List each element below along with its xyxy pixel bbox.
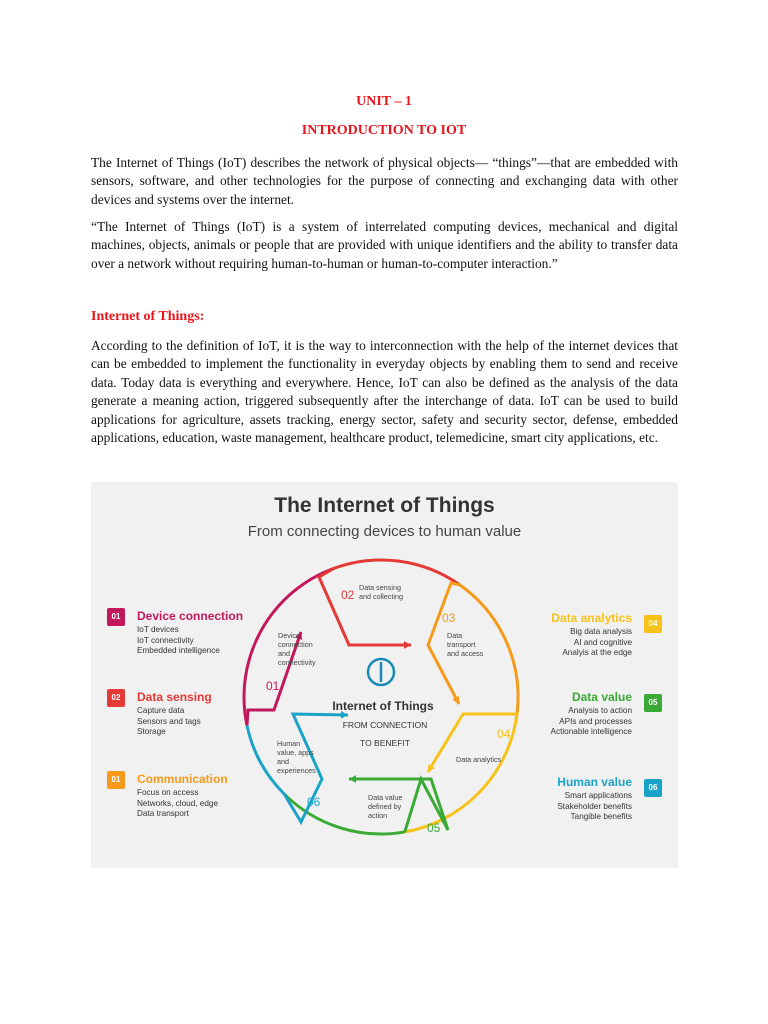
segment-02-arrow	[319, 568, 411, 645]
section-paragraph: According to the definition of IoT, it is the way to interconnection with the help of the internet devices that can be embedded to implement the functionality in everyday objects by enabling them to send and receive data. Today data is everything and everywhere. Hence, IoT can also be defined as the analysis of the data generate a meaning action, triggered subsequently after the interchange of data. IoT can be used to build applications for agriculture, assets tracking, energy sector, safety and security sector, defense, embedded applications, education, waste management, healthcare product, telemedicine, smart city applications, etc.	[91, 338, 678, 446]
legend-badge: 01	[107, 771, 125, 789]
legend-line: Big data analysis	[570, 627, 632, 636]
segment-02-label-line: Data sensing	[359, 583, 401, 592]
segment-04-label-line: Data analytics	[456, 755, 502, 764]
segment-06-label-line: value, apps	[277, 748, 314, 757]
segment-03-label-line: Data	[447, 631, 463, 640]
segment-03-number: 03	[442, 611, 456, 625]
intro-paragraph: The Internet of Things (IoT) describes the network of physical objects— “things”—that are embedded with sensors, software, and other technologies for the purpose of connecting and exchanging data with other devices and systems over the internet.	[91, 155, 678, 207]
legend-title: Human value	[557, 775, 632, 789]
segment-01-label-line: connection	[278, 640, 313, 649]
segment-02-label-line: and collecting	[359, 592, 403, 601]
legend-line: IoT connectivity	[137, 635, 194, 645]
legend-badge: 01	[107, 608, 125, 626]
legend-line: APIs and processes	[559, 716, 632, 726]
legend-line: Analysis to action	[568, 706, 632, 715]
legend-line: Actionable intelligence	[550, 727, 632, 737]
center-line-2: TO BENEFIT	[360, 738, 410, 748]
legend-title: Data value	[571, 690, 632, 704]
legend-badge: 04	[644, 615, 662, 633]
legend-badge: 06	[644, 779, 662, 797]
legend-title: Data analytics	[551, 611, 632, 625]
legend-line: Capture data	[137, 706, 185, 715]
segment-03-label-line: and access	[447, 649, 484, 658]
legend-line: Tangible benefits	[570, 812, 632, 822]
segment-02-arc	[334, 560, 459, 585]
segment-02-arrowhead-icon	[404, 641, 411, 649]
section-heading: Internet of Things:	[91, 309, 205, 324]
legend-data-analytics	[551, 611, 662, 659]
legend-line: Smart applications	[564, 791, 632, 800]
iot-infographic	[91, 482, 678, 868]
legend-title: Communication	[137, 772, 228, 786]
legend-line: AI and cognitive	[573, 637, 632, 647]
legend-device-connection	[107, 609, 243, 657]
legend-communication	[107, 772, 228, 820]
center-line-1: FROM CONNECTION	[342, 720, 428, 730]
segment-05-number: 05	[427, 821, 441, 835]
legend-human-value	[557, 775, 662, 823]
legend-line: Sensors and tags	[137, 716, 201, 726]
segment-05-label-line: defined by	[368, 802, 402, 811]
segment-06-number: 06	[307, 795, 321, 809]
segment-04-number: 04	[497, 727, 511, 741]
center-title: Internet of Things	[332, 699, 434, 713]
legend-badge: 05	[644, 694, 662, 712]
segment-02-number: 02	[341, 588, 355, 602]
legend-line: Analyis at the edge	[562, 648, 632, 658]
legend-title: Device connection	[137, 609, 244, 623]
legend-line: IoT devices	[137, 625, 179, 634]
legend-title: Data sensing	[137, 690, 212, 704]
legend-data-value	[551, 690, 662, 738]
legend-line: Focus on access	[137, 788, 199, 797]
segment-01-label-line: and	[278, 649, 290, 658]
definition-quote: “The Internet of Things (IoT) is a system of interrelated computing devices, mechanical and digital machines, objects, animals or people that are provided with unique identifiers and the ability to transfer data over a network without requiring human-to-human or human-to-computer interaction.”	[91, 219, 678, 271]
legend-line: Data transport	[137, 809, 189, 819]
figure-subtitle: From connecting devices to human value	[247, 523, 522, 540]
chapter-title: INTRODUCTION TO IOT	[301, 123, 467, 138]
unit-label: UNIT – 1	[356, 94, 412, 109]
segment-01-label-line: Device	[278, 631, 300, 640]
segment-06-label-line: experiences	[277, 766, 316, 775]
legend-line: Embedded intelligence	[137, 646, 220, 656]
figure-title: The Internet of Things	[274, 494, 495, 517]
legend-line: Stakeholder benefits	[557, 801, 632, 811]
segment-01-number: 01	[266, 679, 280, 693]
legend-data-sensing	[107, 690, 212, 738]
legend-badge: 02	[107, 689, 125, 707]
wheel-center	[332, 659, 434, 748]
legend-line: Networks, cloud, edge	[137, 798, 219, 808]
segment-05-label-line: Data value	[368, 793, 403, 802]
legend-line: Storage	[137, 727, 166, 737]
segment-06-label-line: Human	[277, 739, 301, 748]
segment-05-arrowhead-icon	[349, 775, 356, 783]
segment-01-label-line: connectivity	[278, 658, 316, 667]
segment-05-label-line: action	[368, 811, 388, 820]
segment-03-label-line: transport	[447, 640, 476, 649]
segment-06-label-line: and	[277, 757, 289, 766]
